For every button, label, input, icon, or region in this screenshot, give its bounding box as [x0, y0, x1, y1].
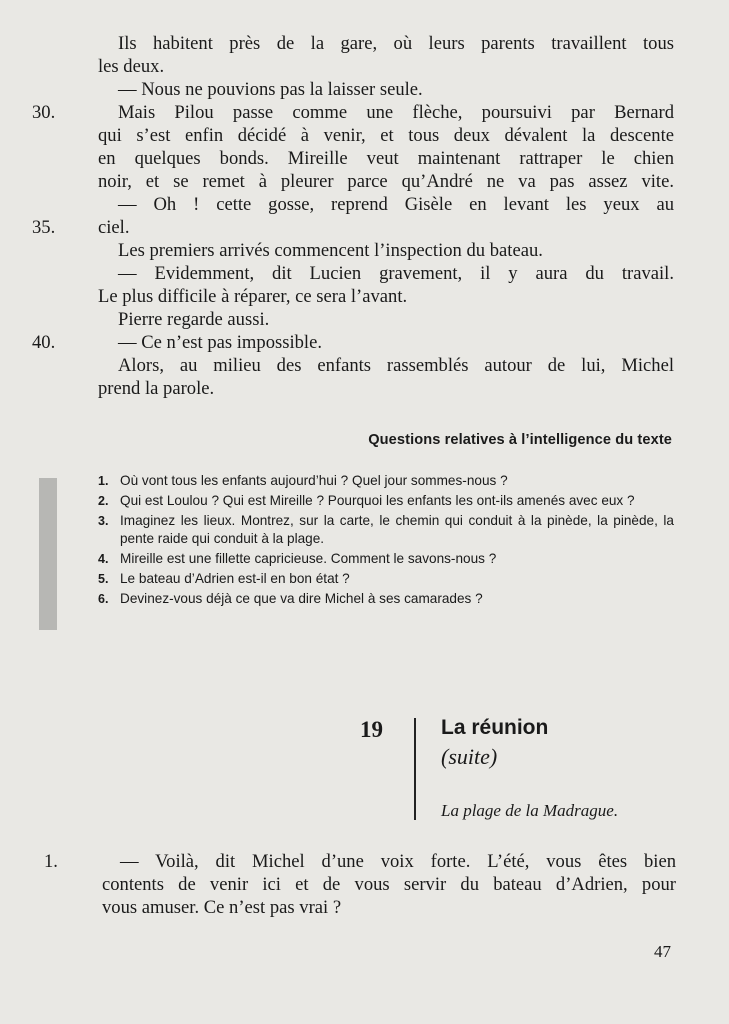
line-text: ciel. — [98, 217, 130, 238]
chapter-title: La réunion — [441, 716, 549, 739]
text-line — [0, 55, 729, 78]
chapter-setting: La plage de la Madrague. — [441, 801, 619, 820]
question-item — [98, 590, 674, 608]
text-line — [0, 377, 729, 400]
text-line — [0, 78, 729, 101]
line-text: Le plus difficile à réparer, ce sera l’avant. — [98, 286, 408, 307]
line-text: en quelques bonds. Mireille veut maintenant rattraper le chien — [98, 148, 674, 169]
text-line — [0, 147, 729, 170]
text-line — [0, 262, 729, 285]
text-line — [0, 285, 729, 308]
text-line — [0, 354, 729, 377]
line-text: Les premiers arrivés commencent l’inspection du bateau. — [118, 240, 543, 261]
page-number: 47 — [654, 942, 671, 961]
line-text: — Voilà, dit Michel d’une voix forte. L’été, vous êtes bien — [120, 851, 676, 872]
chapter-text — [0, 850, 729, 919]
text-line — [0, 216, 729, 239]
question-text: Devinez-vous déjà ce que va dire Michel à ses camarades ? — [120, 591, 483, 606]
line-text: noir, et se remet à pleurer parce qu’André ne va pas assez vite. — [98, 171, 674, 192]
line-text: — Oh ! cette gosse, reprend Gisèle en levant les yeux au — [118, 194, 674, 215]
line-text: Ils habitent près de la gare, où leurs parents travaillent tous — [118, 33, 674, 54]
question-number: 1. — [98, 474, 109, 488]
questions-list — [98, 472, 674, 610]
line-text: Alors, au milieu des enfants rassemblés autour de lui, Michel — [118, 355, 674, 376]
margin-bar — [39, 478, 57, 630]
chapter-subtitle: (suite) — [441, 744, 498, 769]
text-line — [0, 896, 729, 919]
line-text: — Evidemment, dit Lucien gravement, il y aura du travail. — [118, 263, 674, 284]
line-number: 1. — [44, 851, 58, 872]
line-text: — Nous ne pouvions pas la laisser seule. — [118, 79, 423, 100]
text-line — [0, 124, 729, 147]
question-number: 5. — [98, 572, 109, 586]
line-number: 35. — [32, 217, 56, 238]
question-text: Où vont tous les enfants aujourd’hui ? Quel jour sommes-nous ? — [120, 473, 508, 488]
question-text: Qui est Loulou ? Qui est Mireille ? Pourquoi les enfants les ont-ils amenés avec eux ? — [120, 493, 635, 508]
text-line — [0, 308, 729, 331]
text-line — [0, 193, 729, 216]
line-text: qui s’est enfin décidé à venir, et tous deux dévalent la descente — [98, 125, 674, 146]
chapter-divider — [414, 718, 416, 820]
line-text: contents de venir ici et de vous servir du bateau d’Adrien, pour — [102, 874, 676, 895]
line-text: Mais Pilou passe comme une flèche, poursuivi par Bernard — [118, 102, 674, 123]
text-line — [0, 850, 729, 873]
text-line — [0, 32, 729, 55]
question-text: Le bateau d’Adrien est-il en bon état ? — [120, 571, 350, 586]
question-text: Mireille est une fillette capricieuse. Comment le savons-nous ? — [120, 551, 497, 566]
question-text: Imaginez les lieux. Montrez, sur la carte, le chemin qui conduit à la pinède, la pinède, la pente raide qui conduit à la plage. — [120, 513, 674, 546]
question-number: 4. — [98, 552, 109, 566]
question-item — [98, 472, 674, 490]
line-text: prend la parole. — [98, 378, 215, 399]
question-item — [98, 492, 674, 510]
text-line — [0, 331, 729, 354]
line-text: — Ce n’est pas impossible. — [118, 332, 322, 353]
question-number: 6. — [98, 592, 109, 606]
question-item — [98, 512, 674, 548]
text-line — [0, 170, 729, 193]
line-text: Pierre regarde aussi. — [118, 309, 270, 330]
questions-heading: Questions relatives à l’intelligence du texte — [368, 432, 672, 448]
question-number: 2. — [98, 494, 109, 508]
chapter-number: 19 — [360, 717, 383, 742]
question-number: 3. — [98, 514, 109, 528]
line-text: vous amuser. Ce n’est pas vrai ? — [102, 897, 342, 918]
question-item — [98, 570, 674, 588]
line-number: 30. — [32, 102, 56, 123]
question-item — [98, 550, 674, 568]
line-number: 40. — [32, 332, 56, 353]
text-line — [0, 239, 729, 262]
line-text: les deux. — [98, 56, 165, 77]
story-text — [0, 32, 729, 400]
text-line — [0, 101, 729, 124]
text-line — [0, 873, 729, 896]
